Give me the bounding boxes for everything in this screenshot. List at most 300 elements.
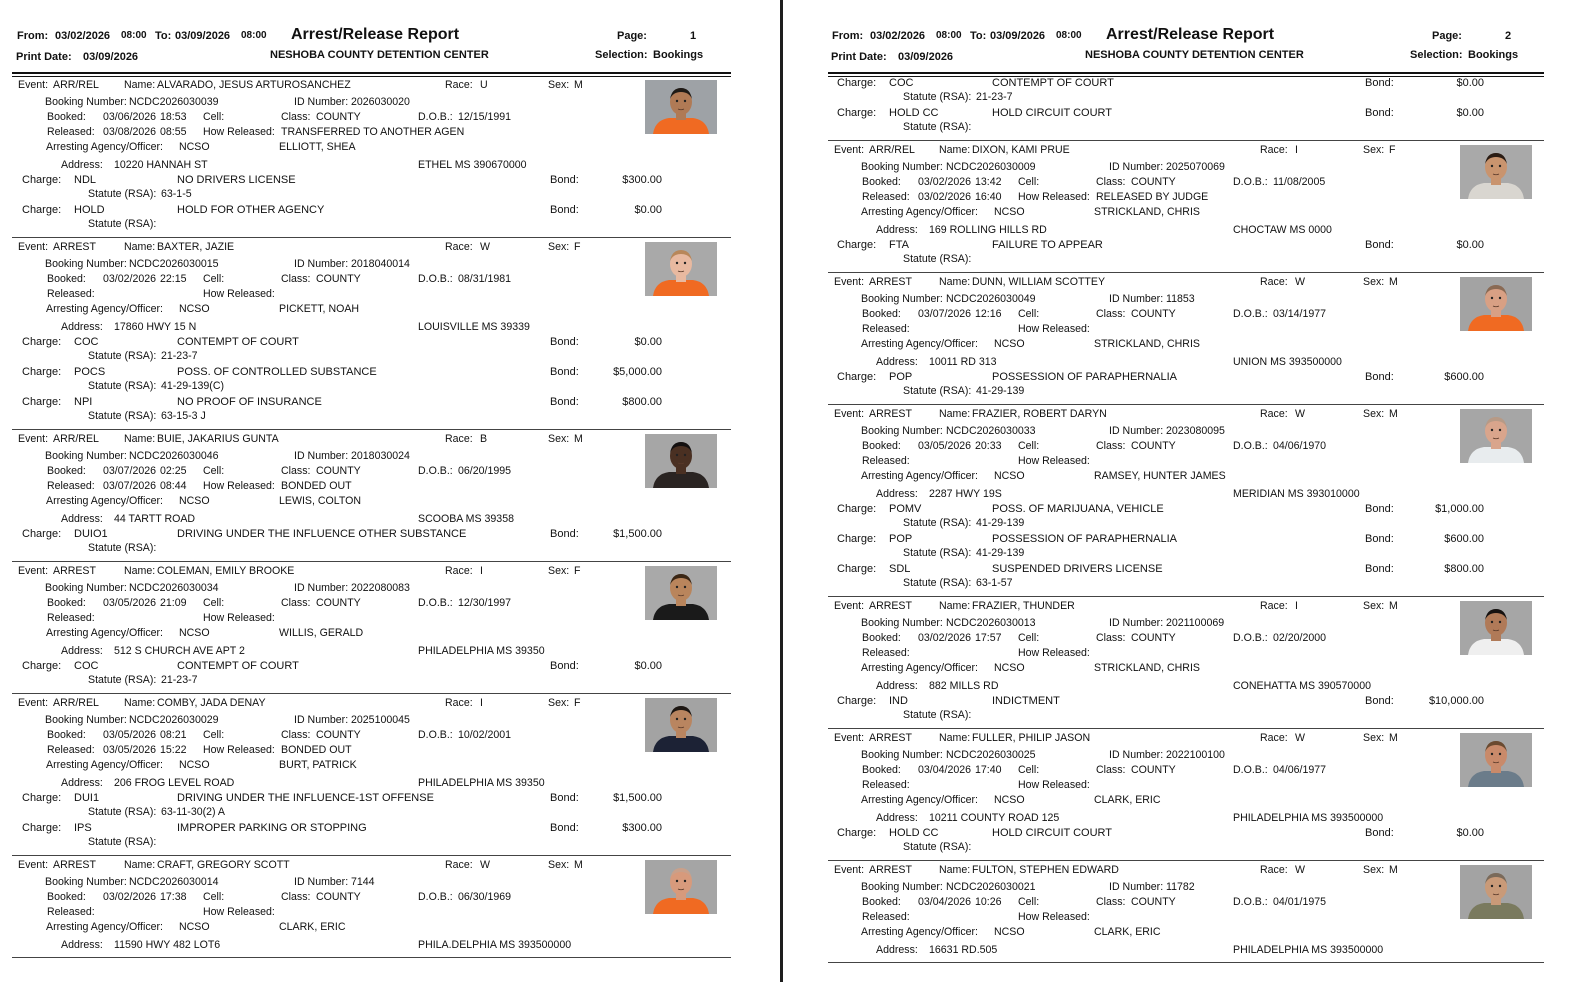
charge-code: SDL bbox=[889, 563, 911, 575]
released-label: Released: bbox=[47, 126, 95, 138]
officer-name: WILLIS, GERALD bbox=[279, 627, 364, 639]
bond-label: Bond: bbox=[550, 792, 579, 804]
record-row bbox=[786, 861, 1544, 879]
dob-label: D.O.B.: bbox=[418, 273, 453, 285]
booking-record bbox=[12, 238, 731, 430]
officer-name: RAMSEY, HUNTER JAMES bbox=[1094, 470, 1226, 482]
record-row bbox=[786, 630, 1544, 645]
charge-label: Charge: bbox=[22, 336, 62, 348]
record-row bbox=[786, 709, 1544, 724]
booking-record-inner bbox=[786, 597, 1544, 728]
agency-value: NCSO bbox=[994, 794, 1025, 806]
booked-label: Booked: bbox=[47, 891, 86, 903]
booking-record-inner bbox=[0, 856, 731, 957]
sex-value: M bbox=[1389, 732, 1398, 744]
cell-label: Cell: bbox=[203, 597, 225, 609]
booking-number-label: Booking Number: bbox=[861, 749, 943, 761]
booking-number-label: Booking Number: bbox=[861, 293, 943, 305]
booking-record-inner bbox=[0, 430, 731, 561]
charge-label: Charge: bbox=[22, 396, 62, 408]
to-label: To: bbox=[970, 30, 987, 42]
id-number: 2018030024 bbox=[351, 450, 410, 462]
charge-code: IPS bbox=[74, 822, 92, 834]
bond-label: Bond: bbox=[1365, 107, 1394, 119]
record-row bbox=[786, 219, 1544, 238]
event-type: ARREST bbox=[53, 859, 96, 871]
record-row bbox=[786, 336, 1544, 351]
booking-number-label: Booking Number: bbox=[45, 96, 127, 108]
race-value: W bbox=[1295, 276, 1305, 288]
booking-number-label: Booking Number: bbox=[861, 617, 943, 629]
agency-label: Arresting Agency/Officer: bbox=[46, 141, 163, 153]
class-value: COUNTY bbox=[1131, 896, 1176, 908]
agency-label: Arresting Agency/Officer: bbox=[46, 627, 163, 639]
event-label: Event: bbox=[18, 241, 49, 253]
record-row bbox=[0, 448, 731, 463]
charge-description: HOLD CIRCUIT COURT bbox=[992, 107, 1112, 119]
how-released-label: How Released: bbox=[203, 126, 275, 138]
officer-name: LEWIS, COLTON bbox=[279, 495, 362, 507]
charge-description: CONTEMPT OF COURT bbox=[177, 336, 299, 348]
name-label: Name: bbox=[124, 565, 156, 577]
booking-number: NCDC2026030049 bbox=[946, 293, 1036, 305]
booking-number-label: Booking Number: bbox=[45, 714, 127, 726]
booking-record-inner bbox=[786, 273, 1544, 404]
dob-label: D.O.B.: bbox=[418, 465, 453, 477]
name-label: Name: bbox=[124, 859, 156, 871]
charge-code: COC bbox=[74, 336, 99, 348]
record-row bbox=[786, 106, 1544, 121]
class-label: Class: bbox=[281, 111, 311, 123]
name-label: Name: bbox=[939, 144, 971, 156]
class-label: Class: bbox=[1096, 308, 1126, 320]
id-number: 2022100100 bbox=[1166, 749, 1225, 761]
bond-amount: $0.00 bbox=[1456, 827, 1484, 839]
class-label: Class: bbox=[1096, 176, 1126, 188]
agency-label: Arresting Agency/Officer: bbox=[46, 759, 163, 771]
charge-label: Charge: bbox=[837, 371, 877, 383]
bond-label: Bond: bbox=[1365, 563, 1394, 575]
booked-date: 03/02/2026 bbox=[918, 632, 972, 644]
released-label: Released: bbox=[862, 191, 910, 203]
charge-code: POMV bbox=[889, 503, 922, 515]
id-number-label: ID Number: bbox=[1109, 881, 1164, 893]
statute-value: 41-29-139 bbox=[976, 547, 1025, 559]
race-value: I bbox=[480, 565, 483, 577]
booked-time: 21:09 bbox=[160, 597, 187, 609]
record-row bbox=[0, 94, 731, 109]
id-number: 11853 bbox=[1166, 293, 1195, 305]
city-state-zip: PHILADELPHIA MS 393500000 bbox=[1233, 812, 1384, 824]
statute-value: 63-1-5 bbox=[161, 188, 192, 200]
sex-value: M bbox=[1389, 864, 1398, 876]
record-row bbox=[786, 189, 1544, 204]
to-label: To: bbox=[155, 30, 172, 42]
charge-description: CONTEMPT OF COURT bbox=[992, 77, 1114, 89]
race-label: Race: bbox=[445, 79, 473, 91]
booking-number-label: Booking Number: bbox=[45, 450, 127, 462]
race-value: U bbox=[480, 79, 488, 91]
record-row bbox=[786, 174, 1544, 189]
bond-amount: $0.00 bbox=[634, 204, 662, 216]
charge-description: NO PROOF OF INSURANCE bbox=[177, 396, 322, 408]
record-row bbox=[786, 747, 1544, 762]
id-number-label: ID Number: bbox=[294, 582, 349, 594]
booked-label: Booked: bbox=[862, 176, 901, 188]
booked-label: Booked: bbox=[47, 111, 86, 123]
booking-record bbox=[828, 729, 1544, 861]
how-released-value: RELEASED BY JUDGE bbox=[1096, 191, 1209, 203]
id-number: 2021100069 bbox=[1166, 617, 1225, 629]
continued-charges-inner bbox=[786, 76, 1544, 140]
booking-record-inner bbox=[0, 238, 731, 429]
class-value: COUNTY bbox=[1131, 764, 1176, 776]
released-label: Released: bbox=[862, 779, 910, 791]
how-released-label: How Released: bbox=[203, 480, 275, 492]
charge-label: Charge: bbox=[22, 528, 62, 540]
released-time: 08:55 bbox=[160, 126, 187, 138]
class-value: COUNTY bbox=[1131, 440, 1176, 452]
record-row bbox=[786, 826, 1544, 841]
record-row bbox=[786, 273, 1544, 291]
charge-description: POSSESSION OF PARAPHERNALIA bbox=[992, 533, 1178, 545]
address-value: 10011 RD 313 bbox=[929, 356, 997, 368]
booked-date: 03/05/2026 bbox=[103, 597, 157, 609]
address-label: Address: bbox=[876, 356, 918, 368]
record-row bbox=[786, 159, 1544, 174]
released-label: Released: bbox=[862, 323, 910, 335]
report-title: Arrest/Release Report bbox=[291, 26, 460, 43]
charge-description: POSSESSION OF PARAPHERNALIA bbox=[992, 371, 1178, 383]
name-label: Name: bbox=[939, 864, 971, 876]
id-number-label: ID Number: bbox=[294, 876, 349, 888]
dob-value: 11/08/2005 bbox=[1273, 176, 1326, 188]
agency-value: NCSO bbox=[994, 470, 1025, 482]
charge-code: COC bbox=[74, 660, 99, 672]
class-label: Class: bbox=[1096, 632, 1126, 644]
race-label: Race: bbox=[445, 433, 473, 445]
released-time: 15:22 bbox=[160, 744, 187, 756]
event-label: Event: bbox=[834, 276, 865, 288]
record-row bbox=[0, 694, 731, 712]
booking-record bbox=[12, 430, 731, 562]
bond-amount: $800.00 bbox=[622, 396, 662, 408]
city-state-zip: PHILADELPHIA MS 39350 bbox=[418, 777, 545, 789]
bond-amount: $300.00 bbox=[622, 174, 662, 186]
race-value: W bbox=[1295, 732, 1305, 744]
booked-date: 03/02/2026 bbox=[918, 176, 972, 188]
page-label: Page: bbox=[617, 30, 647, 42]
report-header bbox=[0, 0, 780, 80]
to-time: 08:00 bbox=[241, 30, 267, 41]
statute-label: Statute (RSA): bbox=[88, 836, 157, 848]
record-row bbox=[0, 173, 731, 188]
booked-time: 17:40 bbox=[975, 764, 1002, 776]
booking-record bbox=[12, 856, 731, 958]
sex-label: Sex: bbox=[1363, 864, 1385, 876]
event-label: Event: bbox=[834, 408, 865, 420]
booking-number: NCDC2026030025 bbox=[946, 749, 1036, 761]
record-row bbox=[0, 772, 731, 791]
statute-label: Statute (RSA): bbox=[903, 253, 972, 265]
booked-label: Booked: bbox=[47, 465, 86, 477]
record-row bbox=[786, 762, 1544, 777]
charge-code: POP bbox=[889, 371, 913, 383]
record-row bbox=[0, 335, 731, 350]
booking-record-inner bbox=[0, 694, 731, 855]
record-row bbox=[786, 502, 1544, 517]
dob-value: 06/20/1995 bbox=[458, 465, 512, 477]
print-date-label: Print Date: bbox=[831, 51, 887, 63]
name-label: Name: bbox=[939, 732, 971, 744]
event-type: ARREST bbox=[869, 864, 912, 876]
record-row bbox=[786, 894, 1544, 909]
bond-amount: $1,500.00 bbox=[613, 528, 662, 540]
dob-value: 10/02/2001 bbox=[458, 729, 512, 741]
officer-name: CLARK, ERIC bbox=[279, 921, 346, 933]
agency-value: NCSO bbox=[179, 759, 210, 771]
booked-time: 12:16 bbox=[975, 308, 1002, 320]
released-label: Released: bbox=[862, 647, 910, 659]
class-value: COUNTY bbox=[316, 111, 361, 123]
booking-record-inner bbox=[786, 141, 1544, 272]
city-state-zip: UNION MS 393500000 bbox=[1233, 356, 1342, 368]
continued-charges bbox=[828, 76, 1544, 141]
address-label: Address: bbox=[61, 777, 103, 789]
booked-date: 03/07/2026 bbox=[103, 465, 157, 477]
id-number-label: ID Number: bbox=[294, 714, 349, 726]
id-number: 2026030020 bbox=[351, 96, 410, 108]
record-row bbox=[786, 423, 1544, 438]
bond-label: Bond: bbox=[550, 660, 579, 672]
from-time: 08:00 bbox=[121, 30, 147, 41]
to-time: 08:00 bbox=[1056, 30, 1082, 41]
agency-label: Arresting Agency/Officer: bbox=[861, 470, 978, 482]
record-row bbox=[0, 238, 731, 256]
records-list bbox=[786, 76, 1573, 963]
statute-value: 21-23-7 bbox=[161, 674, 198, 686]
charge-description: FAILURE TO APPEAR bbox=[992, 239, 1103, 251]
booking-number: NCDC2026030029 bbox=[129, 714, 219, 726]
inmate-name: ALVARADO, JESUS ARTUROSANCHEZ bbox=[157, 79, 351, 91]
record-row bbox=[0, 562, 731, 580]
dob-value: 04/06/1970 bbox=[1273, 440, 1327, 452]
record-row bbox=[786, 729, 1544, 747]
record-row bbox=[786, 91, 1544, 106]
booking-number: NCDC2026030033 bbox=[946, 425, 1036, 437]
page-number: 2 bbox=[1505, 30, 1512, 42]
id-number: 11782 bbox=[1166, 881, 1195, 893]
released-label: Released: bbox=[47, 744, 95, 756]
inmate-name: FRAZIER, ROBERT DARYN bbox=[972, 408, 1107, 420]
sex-label: Sex: bbox=[548, 79, 570, 91]
class-label: Class: bbox=[1096, 896, 1126, 908]
race-label: Race: bbox=[445, 565, 473, 577]
bond-label: Bond: bbox=[1365, 371, 1394, 383]
inmate-name: BAXTER, JAZIE bbox=[157, 241, 235, 253]
inmate-name: FULLER, PHILIP JASON bbox=[972, 732, 1091, 744]
name-label: Name: bbox=[124, 241, 156, 253]
record-row bbox=[0, 904, 731, 919]
from-time: 08:00 bbox=[936, 30, 962, 41]
dob-label: D.O.B.: bbox=[1233, 764, 1268, 776]
id-number-label: ID Number: bbox=[1109, 749, 1164, 761]
booking-number-label: Booking Number: bbox=[861, 161, 943, 173]
charge-code: POP bbox=[889, 533, 913, 545]
record-row bbox=[0, 109, 731, 124]
bond-amount: $0.00 bbox=[1456, 107, 1484, 119]
class-value: COUNTY bbox=[316, 273, 361, 285]
booking-record-inner bbox=[786, 729, 1544, 860]
dob-value: 04/01/1975 bbox=[1273, 896, 1327, 908]
booked-time: 17:57 bbox=[975, 632, 1002, 644]
address-label: Address: bbox=[61, 645, 103, 657]
record-row bbox=[0, 380, 731, 395]
record-row bbox=[0, 580, 731, 595]
charge-code: NPI bbox=[74, 396, 93, 408]
address-value: 2287 HWY 19S bbox=[929, 488, 1002, 500]
report-header bbox=[786, 0, 1573, 80]
cell-label: Cell: bbox=[203, 111, 225, 123]
booking-record bbox=[12, 562, 731, 694]
record-row bbox=[0, 395, 731, 410]
record-row bbox=[0, 365, 731, 380]
charge-label: Charge: bbox=[22, 174, 62, 186]
officer-name: ELLIOTT, SHEA bbox=[279, 141, 356, 153]
race-label: Race: bbox=[1260, 144, 1288, 156]
event-type: ARREST bbox=[869, 732, 912, 744]
record-row bbox=[0, 218, 731, 233]
cell-label: Cell: bbox=[203, 465, 225, 477]
agency-value: NCSO bbox=[994, 206, 1025, 218]
record-row bbox=[786, 645, 1544, 660]
booked-label: Booked: bbox=[47, 597, 86, 609]
released-date: 03/02/2026 bbox=[918, 191, 972, 203]
id-number: 2025100045 bbox=[351, 714, 410, 726]
cell-label: Cell: bbox=[1018, 308, 1040, 320]
charge-description: SUSPENDED DRIVERS LICENSE bbox=[992, 563, 1163, 575]
record-row bbox=[0, 508, 731, 527]
class-value: COUNTY bbox=[316, 465, 361, 477]
address-value: 169 ROLLING HILLS RD bbox=[929, 224, 1047, 236]
charge-code: DUIO1 bbox=[74, 528, 108, 540]
bond-label: Bond: bbox=[1365, 503, 1394, 515]
sex-label: Sex: bbox=[548, 565, 570, 577]
inmate-name: FRAZIER, THUNDER bbox=[972, 600, 1075, 612]
agency-label: Arresting Agency/Officer: bbox=[861, 926, 978, 938]
inmate-name: CRAFT, GREGORY SCOTT bbox=[157, 859, 290, 871]
cell-label: Cell: bbox=[1018, 896, 1040, 908]
charge-label: Charge: bbox=[837, 695, 877, 707]
event-label: Event: bbox=[834, 732, 865, 744]
statute-label: Statute (RSA): bbox=[903, 841, 972, 853]
inmate-name: DUNN, WILLIAM SCOTTEY bbox=[972, 276, 1106, 288]
sex-label: Sex: bbox=[1363, 144, 1385, 156]
name-label: Name: bbox=[124, 433, 156, 445]
id-number: 7144 bbox=[351, 876, 375, 888]
statute-label: Statute (RSA): bbox=[88, 218, 157, 230]
officer-name: CLARK, ERIC bbox=[1094, 794, 1161, 806]
record-row bbox=[0, 806, 731, 821]
charge-description: POSS. OF CONTROLLED SUBSTANCE bbox=[177, 366, 377, 378]
event-label: Event: bbox=[834, 144, 865, 156]
agency-value: NCSO bbox=[179, 303, 210, 315]
statute-label: Statute (RSA): bbox=[88, 806, 157, 818]
record-row bbox=[786, 517, 1544, 532]
record-row bbox=[786, 807, 1544, 826]
city-state-zip: LOUISVILLE MS 39339 bbox=[418, 321, 530, 333]
released-time: 16:40 bbox=[975, 191, 1002, 203]
event-label: Event: bbox=[18, 697, 49, 709]
name-label: Name: bbox=[124, 79, 156, 91]
record-row bbox=[786, 238, 1544, 253]
charge-label: Charge: bbox=[22, 822, 62, 834]
city-state-zip: PHILADELPHIA MS 393500000 bbox=[1233, 944, 1384, 956]
how-released-label: How Released: bbox=[1018, 779, 1090, 791]
address-label: Address: bbox=[876, 812, 918, 824]
bond-amount: $600.00 bbox=[1444, 371, 1484, 383]
charge-label: Charge: bbox=[22, 204, 62, 216]
charge-description: DRIVING UNDER THE INFLUENCE OTHER SUBSTANCE bbox=[177, 528, 467, 540]
sex-label: Sex: bbox=[548, 859, 570, 871]
class-label: Class: bbox=[281, 597, 311, 609]
address-label: Address: bbox=[61, 939, 103, 951]
booked-label: Booked: bbox=[862, 896, 901, 908]
officer-name: BURT, PATRICK bbox=[279, 759, 357, 771]
race-label: Race: bbox=[1260, 864, 1288, 876]
booked-label: Booked: bbox=[862, 440, 901, 452]
bond-label: Bond: bbox=[550, 822, 579, 834]
report-page-2 bbox=[786, 0, 1573, 982]
record-row bbox=[0, 610, 731, 625]
record-row bbox=[0, 674, 731, 689]
event-type: ARR/REL bbox=[53, 697, 99, 709]
dob-label: D.O.B.: bbox=[418, 597, 453, 609]
sex-label: Sex: bbox=[548, 241, 570, 253]
address-value: 44 TARTT ROAD bbox=[114, 513, 196, 525]
charge-description: NO DRIVERS LICENSE bbox=[177, 174, 296, 186]
id-number: 2025070069 bbox=[1166, 161, 1225, 173]
dob-value: 08/31/1981 bbox=[458, 273, 512, 285]
record-row bbox=[786, 577, 1544, 592]
to-date: 03/09/2026 bbox=[990, 30, 1046, 42]
id-number: 2023080095 bbox=[1166, 425, 1225, 437]
record-row bbox=[0, 271, 731, 286]
how-released-label: How Released: bbox=[1018, 323, 1090, 335]
record-row bbox=[786, 351, 1544, 370]
sex-value: M bbox=[574, 433, 583, 445]
record-row bbox=[786, 405, 1544, 423]
charge-code: IND bbox=[889, 695, 908, 707]
dob-value: 12/15/1991 bbox=[458, 111, 512, 123]
bond-label: Bond: bbox=[550, 528, 579, 540]
dob-value: 12/30/1997 bbox=[458, 597, 512, 609]
record-row bbox=[0, 934, 731, 953]
record-row bbox=[0, 727, 731, 742]
id-number-label: ID Number: bbox=[1109, 293, 1164, 305]
id-number-label: ID Number: bbox=[1109, 161, 1164, 173]
event-type: ARREST bbox=[53, 241, 96, 253]
booked-time: 13:42 bbox=[975, 176, 1002, 188]
race-label: Race: bbox=[445, 697, 473, 709]
sex-label: Sex: bbox=[1363, 600, 1385, 612]
facility-name: NESHOBA COUNTY DETENTION CENTER bbox=[1085, 49, 1304, 61]
sex-value: M bbox=[1389, 408, 1398, 420]
record-row bbox=[786, 615, 1544, 630]
event-type: ARREST bbox=[869, 600, 912, 612]
agency-value: NCSO bbox=[179, 627, 210, 639]
facility-name: NESHOBA COUNTY DETENTION CENTER bbox=[270, 49, 489, 61]
